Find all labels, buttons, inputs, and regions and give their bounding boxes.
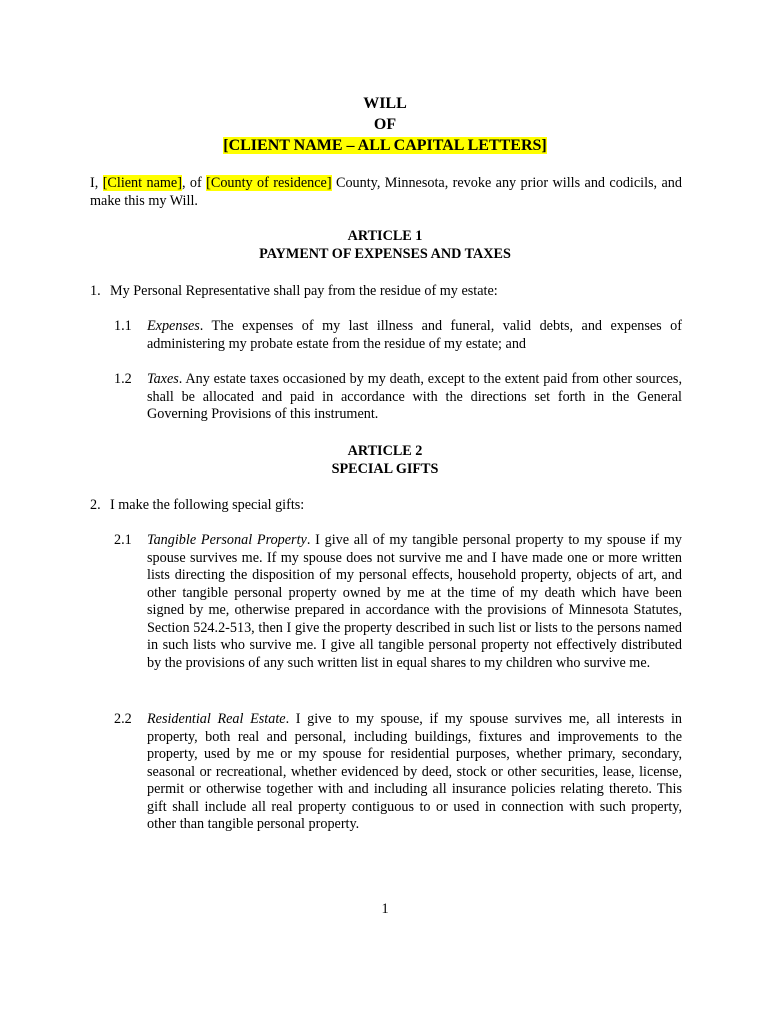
clause-1-1-label: Expenses <box>147 318 200 334</box>
client-name-placeholder[interactable]: [Client name] <box>102 175 182 191</box>
clause-2-2-label: Residential Real Estate <box>147 711 286 727</box>
title-line-will: WILL <box>363 95 407 112</box>
clause-2-1-text <box>147 532 682 672</box>
title-client-name-placeholder[interactable]: [CLIENT NAME – ALL CAPITAL LETTERS] <box>223 137 547 154</box>
clause-2-2-body: . I give to my spouse, if my spouse survives me, all interests in property, both real and personal, including buildings, fixtures and improvements to the property, used by me or my spouse for residential purposes, whether primary, secondary, seasonal or recreational, whether evidenced by deed, stock or other securities, lease, license, permit or otherwise together with and including all insurance policies relating thereto. This gift shall include all real property contiguous to or used in connection with such property, other than tangible personal property. <box>147 711 683 832</box>
clause-2-2-text <box>147 711 682 834</box>
clause-1-2-body: . Any estate taxes occasioned by my death, except to the extent paid from other sources, shall be allocated and paid in accordance with the directions set forth in the General Governing Provisions of this instrument. <box>147 371 682 422</box>
page-number: 1 <box>381 901 389 917</box>
clause-2-1-body: . I give all of my tangible personal property to my spouse if my spouse survives me. If my spouse does not survive me and I have made one or more written lists directing the disposition of my personal effects, household property, objects of art, and other tangible personal property owned by me at the time of my death which have been signed by me, otherwise prepared in accordance with the provisions of Minnesota Statutes, Section 524.2-513, then I give the property described in such list or lists to the persons named in such lists who survive me. I give all tangible personal property not effectively distributed by the provisions of any such written list in equal shares to my children who survive me. <box>147 532 682 671</box>
clause-2-1-number: 2.1 <box>114 532 132 548</box>
paragraph-1-number: 1. <box>90 283 101 299</box>
clause-1-1-number: 1.1 <box>114 318 132 334</box>
clause-1-2-text <box>147 371 682 424</box>
county-placeholder[interactable]: [County of residence] <box>206 175 332 191</box>
intro-paragraph <box>90 175 682 210</box>
clause-1-1-text <box>147 318 682 353</box>
clause-2-2-number: 2.2 <box>114 711 132 727</box>
article-2-subheading: SPECIAL GIFTS <box>331 461 439 477</box>
clause-1-1-body: . The expenses of my last illness and funeral, valid debts, and expenses of administering my probate estate from the residue of my estate; and <box>147 318 682 352</box>
paragraph-2-number: 2. <box>90 497 101 513</box>
clause-1-2-label: Taxes <box>147 371 179 387</box>
title-client-name <box>0 136 770 156</box>
paragraph-2-text: I make the following special gifts: <box>110 497 305 513</box>
intro-mid: , of <box>181 175 207 191</box>
title-line-of: OF <box>373 116 397 133</box>
clause-2-1-label: Tangible Personal Property <box>147 532 307 548</box>
article-1-heading: ARTICLE 1 <box>347 228 423 244</box>
intro-suffix: County, Minnesota, revoke any prior wills and codicils, and make this my Will. <box>90 175 682 209</box>
intro-prefix: I, <box>90 175 103 191</box>
paragraph-1-text: My Personal Representative shall pay from the residue of my estate: <box>110 283 498 299</box>
clause-1-2-number: 1.2 <box>114 371 132 387</box>
article-2-heading: ARTICLE 2 <box>347 443 423 459</box>
article-1-subheading: PAYMENT OF EXPENSES AND TAXES <box>259 246 511 262</box>
